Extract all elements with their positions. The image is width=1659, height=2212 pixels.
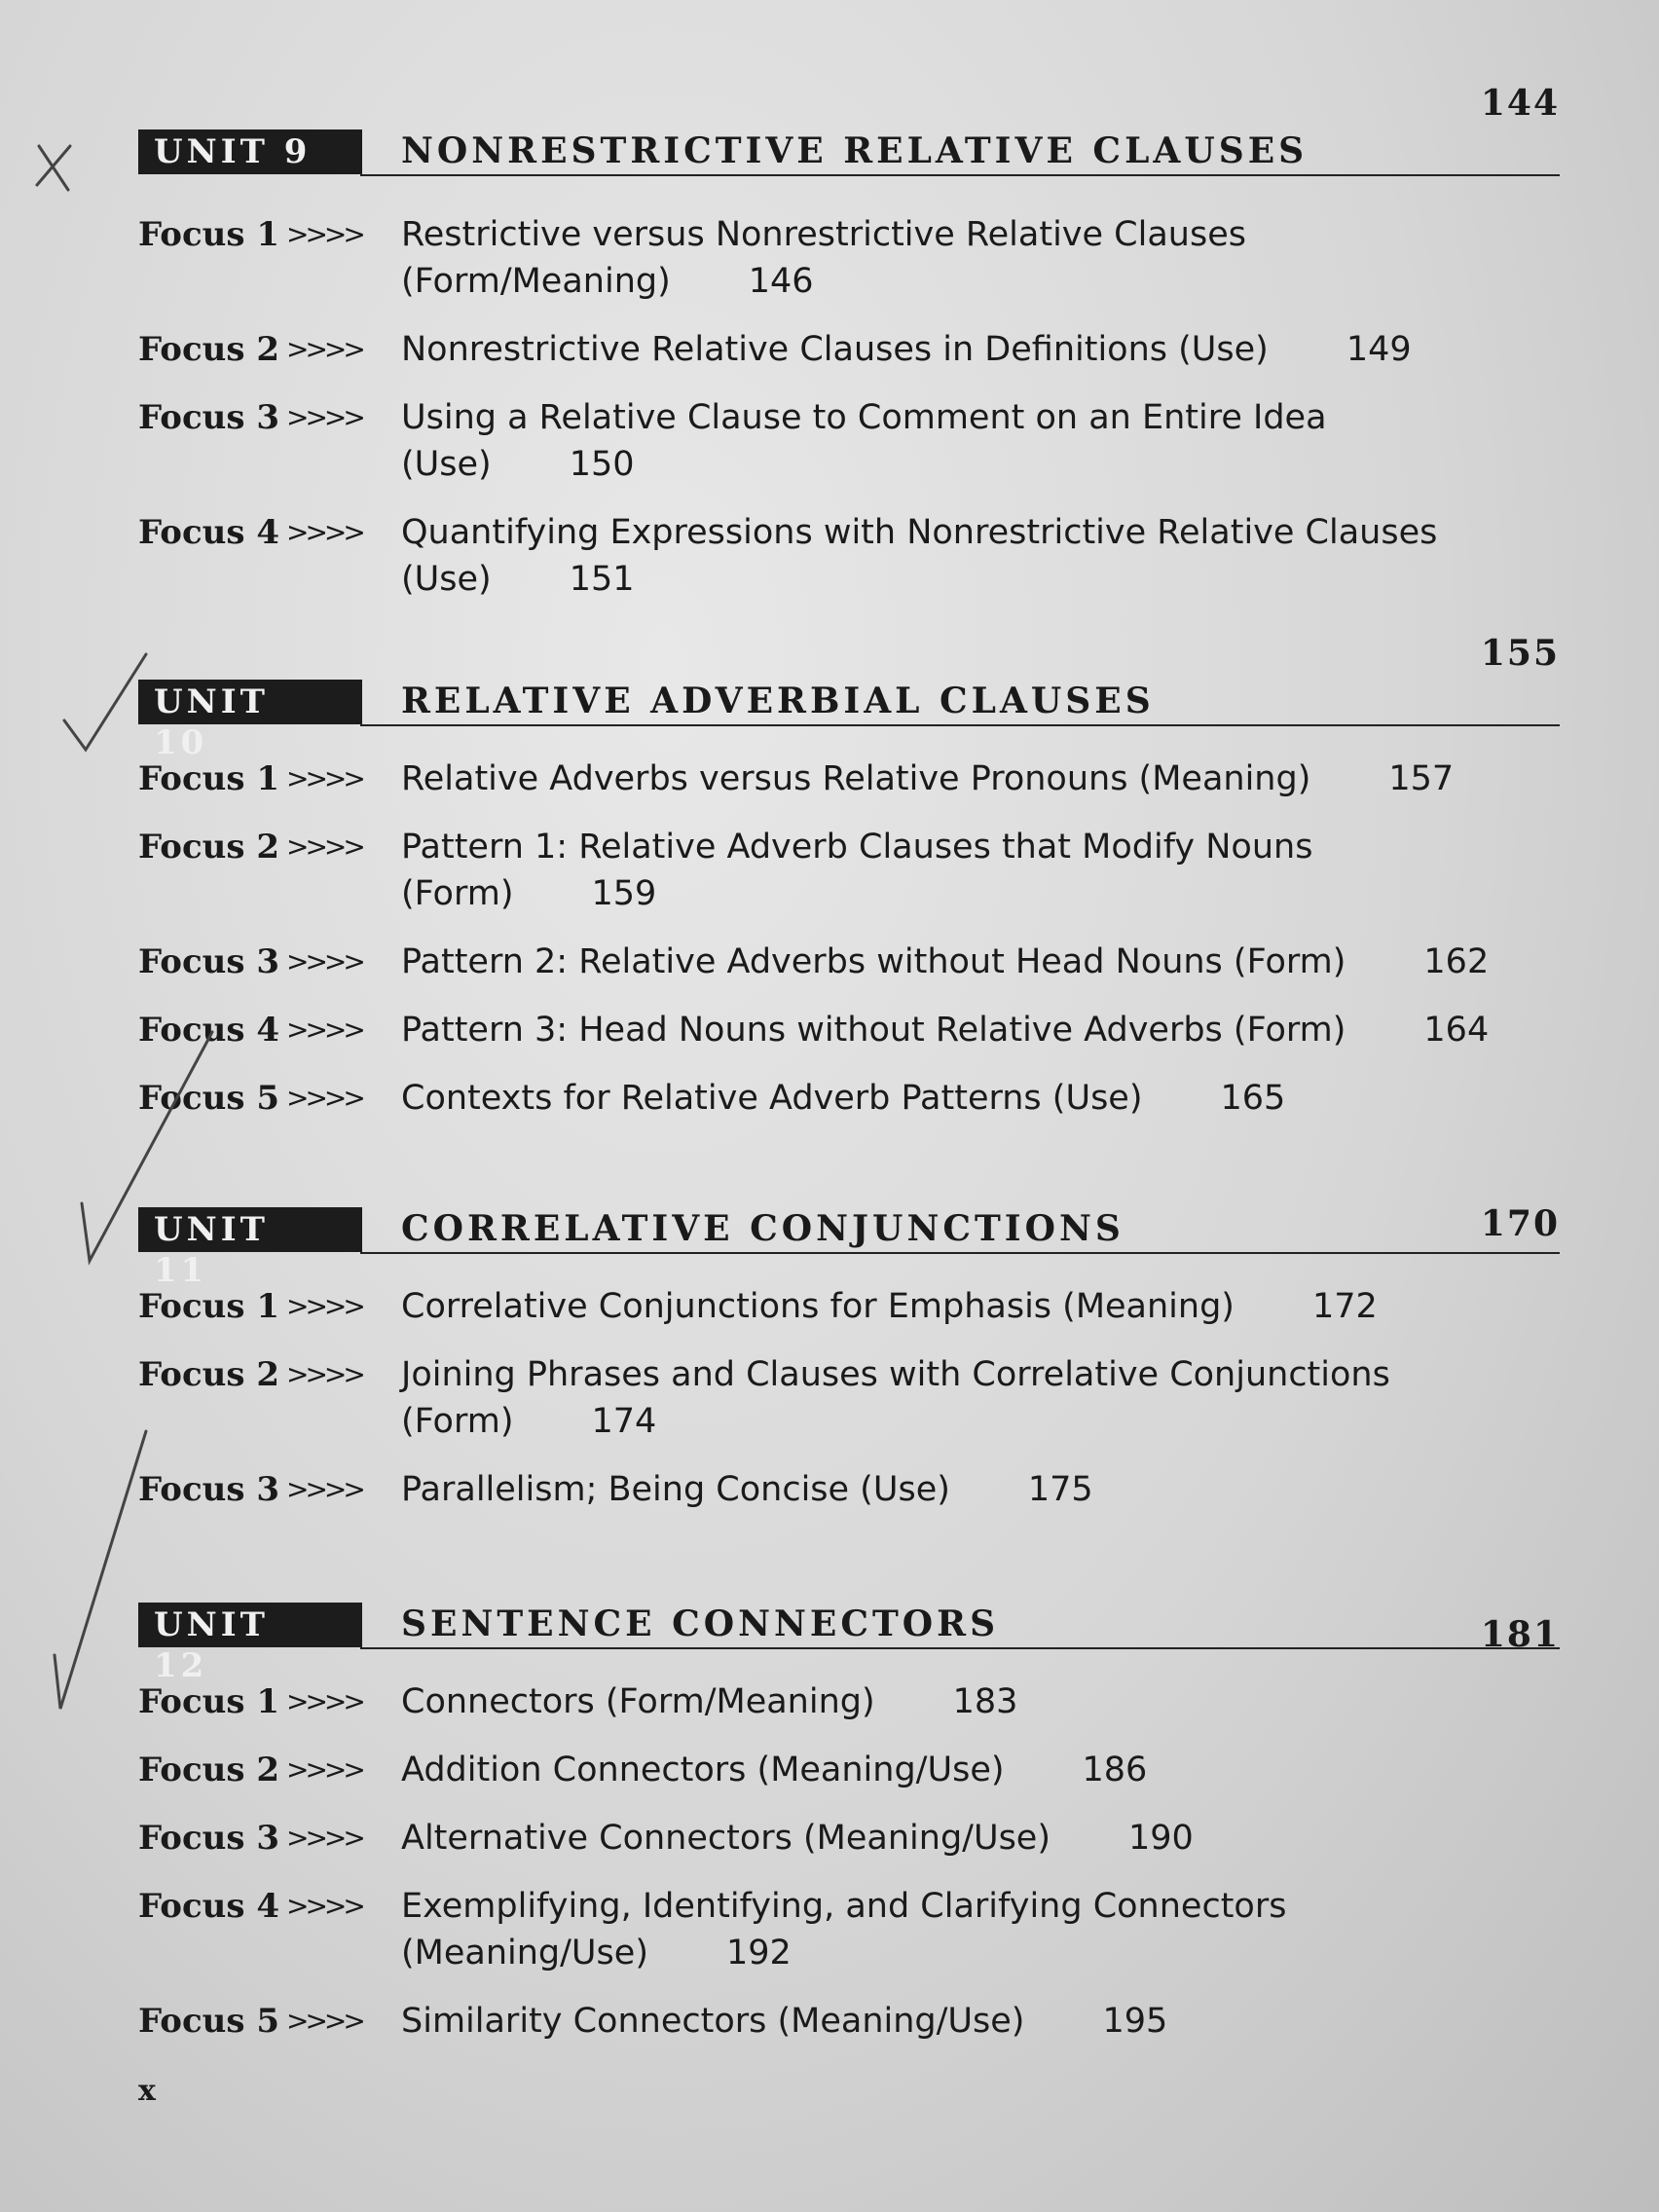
focus-label: Focus 4 xyxy=(138,513,280,552)
focus-page-number: 159 xyxy=(591,874,657,913)
focus-label: Focus 1 xyxy=(138,759,280,798)
focus-line: (Meaning/Use) xyxy=(401,1934,648,1972)
unit-page-number: 155 xyxy=(1480,633,1560,674)
focus-line: Connectors (Form/Meaning) xyxy=(401,1682,875,1721)
unit-title: NONRESTRICTIVE RELATIVE CLAUSES xyxy=(401,130,1309,171)
focus-label: Focus 1 xyxy=(138,215,280,254)
focus-arrows: >>>> xyxy=(286,218,362,250)
focus-arrows: >>>> xyxy=(286,762,362,794)
focus-arrows: >>>> xyxy=(286,516,362,548)
focus-line: (Use) xyxy=(401,560,492,599)
focus-line: Quantifying Expressions with Nonrestrictive Relative Clauses xyxy=(401,513,1438,552)
focus-line: Pattern 3: Head Nouns without Relative Adverbs (Form) xyxy=(401,1011,1346,1050)
focus-line: Exemplifying, Identifying, and Clarifying Connectors xyxy=(401,1887,1287,1926)
unit-page-number: 144 xyxy=(1480,83,1560,124)
focus-label: Focus 3 xyxy=(138,1819,280,1858)
focus-label: Focus 3 xyxy=(138,398,280,437)
unit-title: SENTENCE CONNECTORS xyxy=(401,1604,1000,1644)
focus-label: Focus 2 xyxy=(138,1751,280,1789)
focus-page-number: 186 xyxy=(1082,1751,1148,1789)
focus-line: Alternative Connectors (Meaning/Use) xyxy=(401,1819,1051,1858)
handwritten-checkmark-unit11 xyxy=(82,1032,212,1261)
focus-page-number: 149 xyxy=(1346,330,1412,369)
focus-line: Using a Relative Clause to Comment on an Entire Idea xyxy=(401,398,1327,437)
focus-arrows: >>>> xyxy=(286,1082,362,1114)
focus-arrows: >>>> xyxy=(286,1014,362,1046)
focus-label: Focus 2 xyxy=(138,828,280,866)
focus-label: Focus 1 xyxy=(138,1682,280,1721)
focus-line: Pattern 1: Relative Adverb Clauses that Modify Nouns xyxy=(401,828,1313,866)
focus-page-number: 190 xyxy=(1128,1819,1194,1858)
focus-arrows: >>>> xyxy=(286,1290,362,1322)
focus-label: Focus 2 xyxy=(138,1355,280,1394)
focus-arrows: >>>> xyxy=(286,945,362,977)
focus-line: Contexts for Relative Adverb Patterns (Use) xyxy=(401,1079,1143,1118)
focus-line: Correlative Conjunctions for Emphasis (Meaning) xyxy=(401,1287,1235,1326)
focus-line: (Form) xyxy=(401,1402,514,1441)
focus-line: (Form/Meaning) xyxy=(401,262,671,301)
focus-arrows: >>>> xyxy=(286,2005,362,2037)
focus-label: Focus 5 xyxy=(138,1079,280,1118)
unit-label: UNIT 12 xyxy=(138,1603,362,1647)
focus-label: Focus 1 xyxy=(138,1287,280,1326)
focus-label: Focus 5 xyxy=(138,2002,280,2041)
focus-label: Focus 4 xyxy=(138,1887,280,1926)
unit-title: RELATIVE ADVERBIAL CLAUSES xyxy=(401,681,1155,721)
focus-page-number: 165 xyxy=(1220,1079,1286,1118)
unit-label: UNIT 11 xyxy=(138,1207,362,1252)
focus-page-number: 157 xyxy=(1388,759,1455,798)
focus-page-number: 174 xyxy=(591,1402,657,1441)
focus-line: Nonrestrictive Relative Clauses in Definitions (Use) xyxy=(401,330,1269,369)
focus-label: Focus 2 xyxy=(138,330,280,369)
focus-arrows: >>>> xyxy=(286,1473,362,1505)
focus-label: Focus 3 xyxy=(138,942,280,981)
focus-page-number: 175 xyxy=(1027,1470,1093,1509)
focus-page-number: 192 xyxy=(725,1934,792,1972)
focus-page-number: 150 xyxy=(569,445,635,484)
focus-label: Focus 3 xyxy=(138,1470,280,1509)
unit-title: CORRELATIVE CONJUNCTIONS xyxy=(401,1208,1124,1249)
focus-line: (Form) xyxy=(401,874,514,913)
handwritten-checkmark-unit12 xyxy=(55,1431,146,1709)
handwritten-checkmark-unit10 xyxy=(64,654,146,750)
focus-arrows: >>>> xyxy=(286,333,362,365)
unit-label: UNIT 10 xyxy=(138,680,362,724)
focus-page-number: 151 xyxy=(569,560,635,599)
focus-arrows: >>>> xyxy=(286,1358,362,1390)
focus-arrows: >>>> xyxy=(286,1753,362,1786)
focus-page-number: 195 xyxy=(1102,2002,1168,2041)
handwritten-x-mark xyxy=(37,146,70,190)
focus-page-number: 146 xyxy=(748,262,814,301)
focus-line: Joining Phrases and Clauses with Correlative Conjunctions xyxy=(401,1355,1390,1394)
unit-page-number: 170 xyxy=(1480,1203,1560,1244)
unit-page-number: 181 xyxy=(1480,1614,1560,1655)
focus-page-number: 164 xyxy=(1423,1011,1490,1050)
focus-page-number: 183 xyxy=(952,1682,1018,1721)
page-footer-numeral: x xyxy=(138,2074,156,2108)
focus-arrows: >>>> xyxy=(286,401,362,433)
focus-arrows: >>>> xyxy=(286,1890,362,1922)
focus-line: Relative Adverbs versus Relative Pronouns (Meaning) xyxy=(401,759,1311,798)
focus-line: Parallelism; Being Concise (Use) xyxy=(401,1470,950,1509)
focus-arrows: >>>> xyxy=(286,1822,362,1854)
focus-line: (Use) xyxy=(401,445,492,484)
focus-line: Addition Connectors (Meaning/Use) xyxy=(401,1751,1005,1789)
focus-arrows: >>>> xyxy=(286,830,362,863)
focus-page-number: 162 xyxy=(1423,942,1490,981)
focus-line: Pattern 2: Relative Adverbs without Head Nouns (Form) xyxy=(401,942,1346,981)
focus-line: Similarity Connectors (Meaning/Use) xyxy=(401,2002,1025,2041)
focus-label: Focus 4 xyxy=(138,1011,280,1050)
focus-line: Restrictive versus Nonrestrictive Relative Clauses xyxy=(401,215,1246,254)
unit-label: UNIT 9 xyxy=(138,129,362,174)
focus-page-number: 172 xyxy=(1311,1287,1378,1326)
focus-arrows: >>>> xyxy=(286,1685,362,1717)
